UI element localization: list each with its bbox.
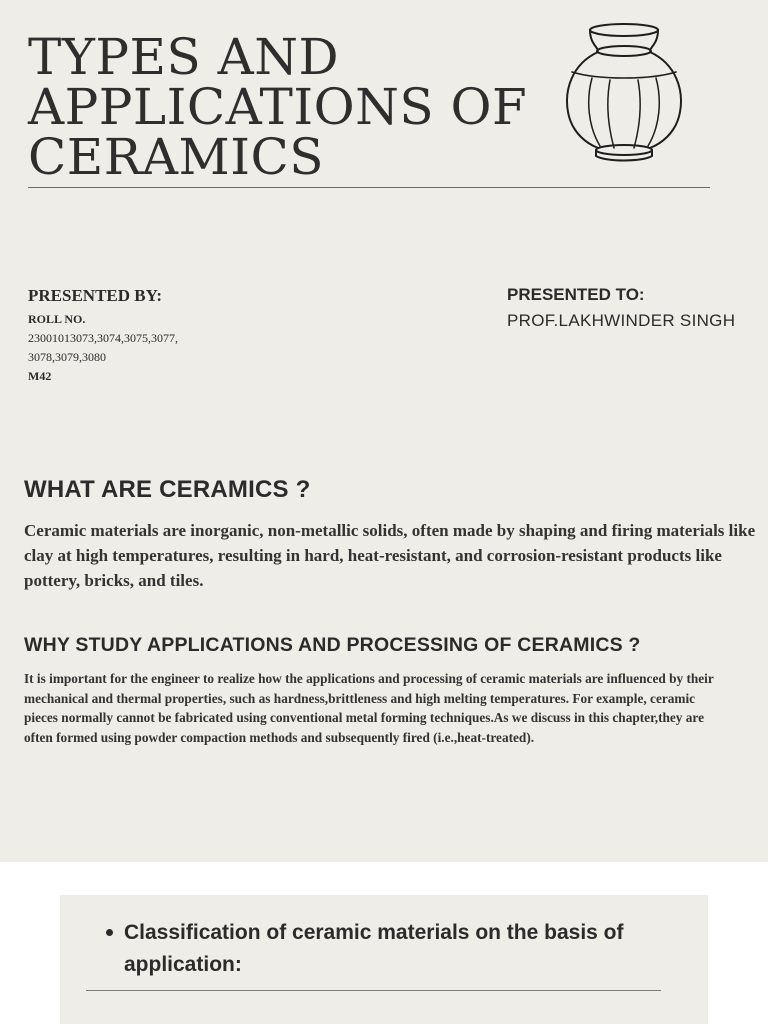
title-line-1: TYPES AND [28, 28, 340, 86]
classification-bullet: Classification of ceramic materials on the basis of application: [124, 921, 624, 976]
vase-icon [558, 20, 688, 166]
why-study-heading: WHY STUDY APPLICATIONS AND PROCESSING OF CERAMICS ? [24, 634, 641, 656]
roll-label: ROLL NO. [28, 312, 86, 326]
group-code: M42 [28, 369, 52, 383]
presented-by-details [28, 310, 228, 386]
what-are-ceramics-heading: WHAT ARE CERAMICS ? [24, 476, 311, 503]
slide-title [28, 28, 548, 186]
slide-2-divider [86, 990, 661, 991]
why-study-text: It is important for the engineer to realize how the applications and processing of ceramic materials are influenced by their mechanical and thermal properties, such as hardness,brittleness and high melting temperatures. For example, ceramic pieces normally cannot be fabricated using conventional metal forming techniques.As we discuss in this chapter,they are often formed using powder compaction methods and subsequently fired (i.e.,heat-treated). [24, 671, 714, 745]
roll-numbers-line-1: 23001013073,3074,3075,3077, [28, 331, 178, 345]
presented-to-heading: PRESENTED TO: [507, 285, 645, 304]
what-are-ceramics-text: Ceramic materials are inorganic, non-metallic solids, often made by shaping and firing materials like clay at high temperatures, resulting in hard, heat-resistant, and corrosion-resistant products like pottery, bricks, and tiles. [24, 521, 756, 590]
roll-numbers-line-2: 3078,3079,3080 [28, 350, 106, 364]
title-divider [28, 187, 710, 188]
presented-to-name: PROF.LAKHWINDER SINGH [507, 311, 736, 330]
bullet-icon [106, 929, 113, 936]
title-line-2: APPLICATIONS OF [28, 78, 528, 136]
title-line-3: CERAMICS [28, 128, 324, 186]
presented-by-heading: PRESENTED BY: [28, 286, 162, 305]
